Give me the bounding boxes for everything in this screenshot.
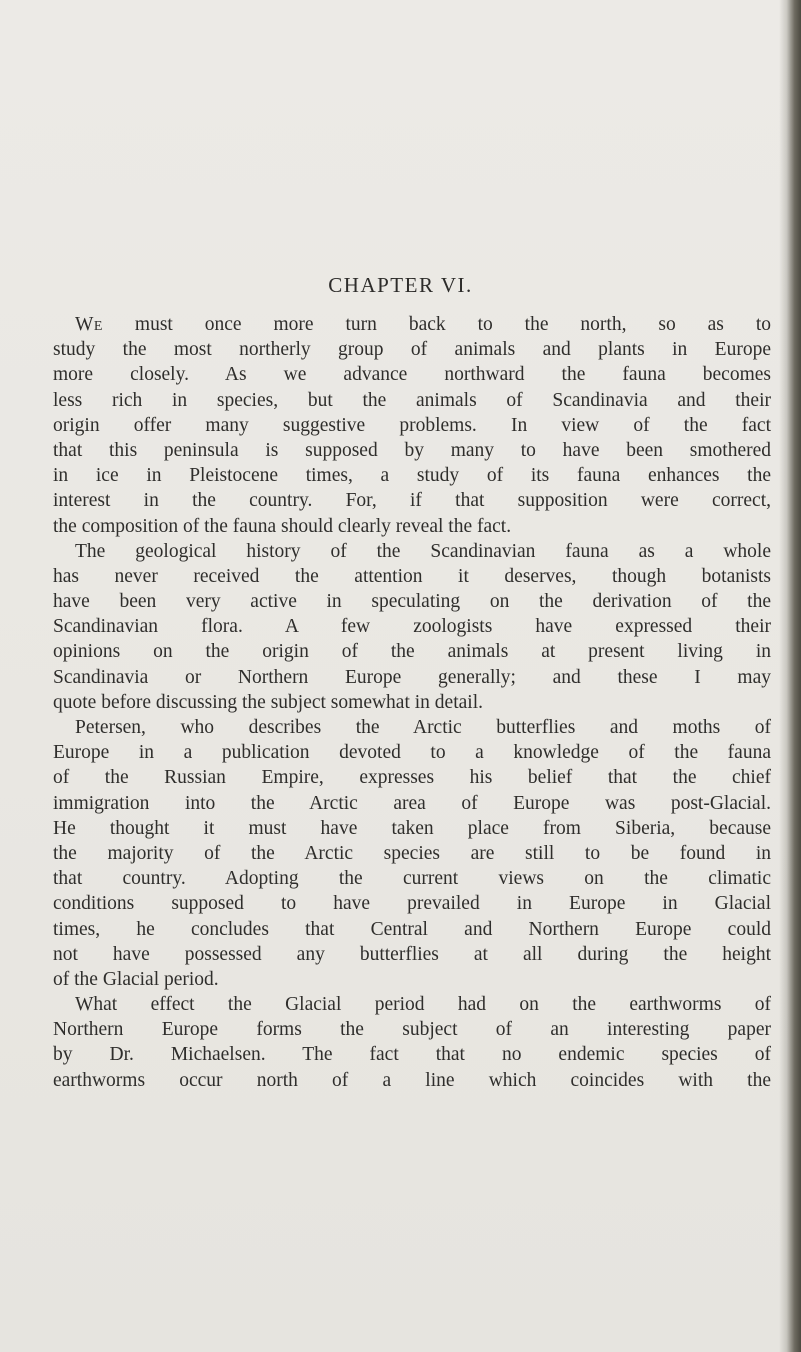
paragraph-line [53,312,771,337]
paragraph-line: Europe in a publication devoted to a knowledge of the fauna [53,742,771,764]
paragraph-line: opinions on the origin of the animals at present living in [53,641,771,663]
paragraph-line: times, he concludes that Central and Northern Europe could [53,918,771,940]
line-text: must once more turn back to the north, so as to [102,314,771,335]
paragraph-line: have been very active in speculating on the derivation of the [53,591,771,613]
paragraph-line: Northern Europe forms the subject of an interesting paper [53,1019,771,1041]
paragraph-line: What effect the Glacial period had on the earthworms of [75,994,771,1016]
drop-word: We [75,314,103,335]
paragraph-line: interest in the country. For, if that supposition were correct, [53,490,771,512]
paragraph-line: Scandinavia or Northern Europe generally; and these I may [53,666,771,688]
paragraph-line: not have possessed any butterflies at all during the height [53,943,771,965]
paragraph-line: conditions supposed to have prevailed in Europe in Glacial [53,893,771,915]
paragraph-line: by Dr. Michaelsen. The fact that no endemic species of [53,1044,771,1066]
chapter-heading: CHAPTER VI. [328,273,473,297]
paragraph-line: Petersen, who describes the Arctic butterflies and moths of [75,717,771,738]
paragraph-line: earthworms occur north of a line which coincides with the [53,1069,771,1091]
paragraph-line: origin offer many suggestive problems. In view of the fact [53,414,771,436]
paragraph-line: that country. Adopting the current views on the climatic [53,868,771,890]
paragraph-line: the majority of the Arctic species are still to be found in [53,842,771,864]
paragraph-line: more closely. As we advance northward the fauna becomes [53,364,771,386]
page-binding-edge [779,0,801,1352]
paragraph-line: The geological history of the Scandinavian fauna as a whole [75,540,771,562]
paragraph-line: the composition of the fauna should clearly reveal the fact. [53,515,512,537]
paragraph-line: less rich in species, but the animals of Scandinavia and their [53,389,771,411]
paragraph-line: of the Glacial period. [53,968,219,990]
paragraph-line: Scandinavian flora. A few zoologists have expressed their [53,616,771,638]
paragraph-line: of the Russian Empire, expresses his belief that the chief [53,767,771,789]
paragraph-line: quote before discussing the subject somewhat in detail. [53,691,483,713]
paragraph-line: that this peninsula is supposed by many to have been smothered [53,439,771,461]
body-text [53,312,771,1093]
paragraph-line: has never received the attention it deserves, though botanists [53,565,771,587]
paragraph-line: study the most northerly group of animals and plants in Europe [53,339,771,361]
paragraph-line: in ice in Pleistocene times, a study of its fauna enhances the [53,465,771,487]
paragraph-line: He thought it must have taken place from Siberia, because [53,817,771,839]
paragraph-line: immigration into the Arctic area of Europe was post-Glacial. [53,792,771,814]
